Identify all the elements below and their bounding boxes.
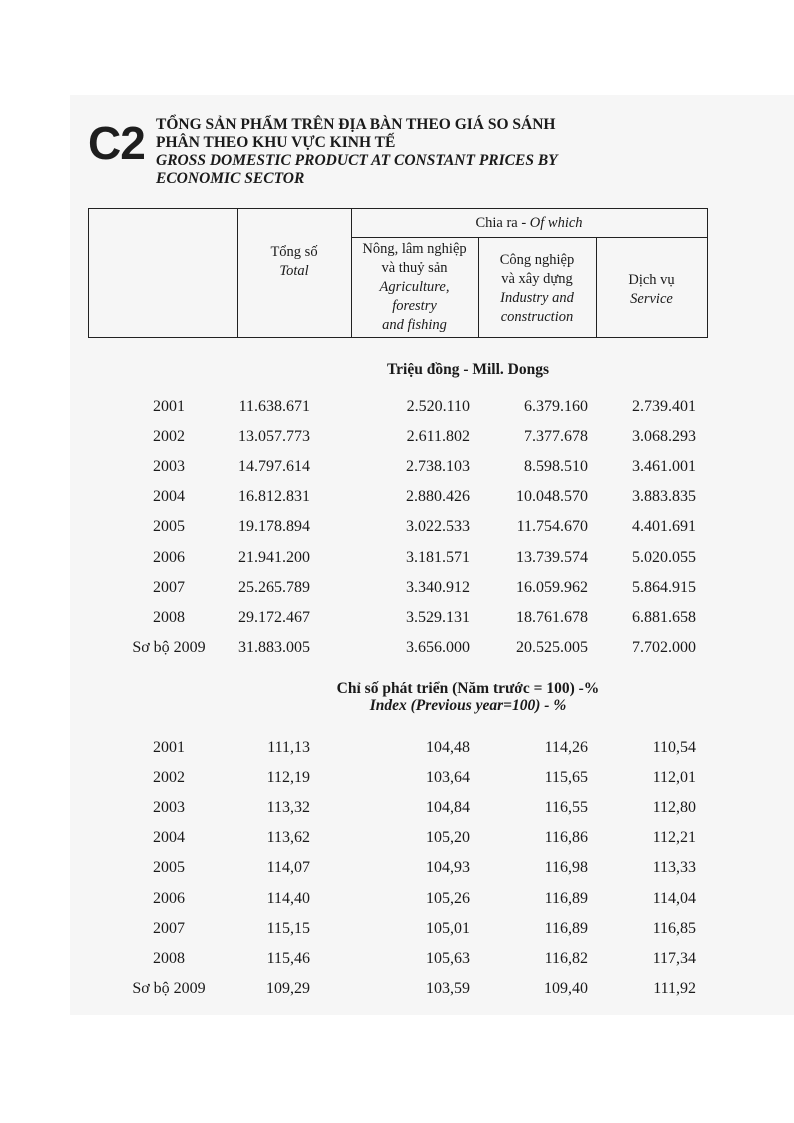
year-cell: 2002 [153, 769, 185, 787]
year-cell: 2005 [153, 859, 185, 877]
total-cell: 111,13 [267, 739, 310, 756]
service-cell: 113,33 [652, 859, 696, 877]
agriculture-cell: 3.340.912 [406, 578, 470, 596]
agriculture-cell: 3.529.131 [406, 608, 470, 626]
year-cell: 2003 [153, 458, 185, 476]
section-title-mill-dongs: Triệu đồng - Mill. Dongs [386, 361, 550, 378]
industry-cell: 20.525.005 [516, 638, 588, 656]
service-cell: 3.068.293 [632, 428, 696, 446]
service-header: Dịch vụ Service [628, 272, 675, 307]
total-cell: 113,62 [266, 829, 310, 847]
agriculture-cell: 3.022.533 [406, 518, 470, 536]
year-cell: Sơ bộ 2009 [132, 638, 206, 656]
column-header-table [88, 208, 708, 338]
agriculture-cell: 104,84 [426, 799, 470, 817]
year-cell: 2006 [153, 889, 185, 907]
total-cell: 113,32 [266, 799, 310, 817]
total-cell: 13.057.773 [238, 428, 310, 446]
table-titles [156, 116, 558, 188]
table-row [88, 458, 708, 480]
table-row [88, 579, 708, 601]
industry-header: Công nghiệp và xây dựng Industry and construction [499, 252, 575, 325]
table-row [88, 549, 708, 571]
industry-cell: 115,65 [544, 769, 588, 787]
agriculture-cell: 105,63 [426, 949, 470, 967]
industry-cell: 116,82 [544, 949, 588, 967]
agriculture-cell: 105,01 [426, 919, 470, 937]
service-cell: 3.461.001 [632, 458, 696, 476]
service-cell: 116,85 [652, 919, 696, 937]
industry-cell: 11.754.670 [516, 518, 588, 536]
industry-cell: 8.598.510 [524, 458, 588, 476]
year-cell: 2005 [153, 518, 185, 536]
table-code: C2 [88, 117, 145, 169]
table-row [88, 769, 708, 791]
service-cell: 2.739.401 [632, 398, 696, 415]
table-header-block [88, 112, 708, 196]
service-cell: 114,04 [652, 889, 696, 907]
total-cell: 114,07 [266, 859, 310, 877]
agriculture-cell: 103,59 [426, 979, 470, 997]
industry-cell: 116,89 [544, 889, 588, 907]
year-cell: 2002 [153, 428, 185, 446]
table-row [88, 488, 708, 510]
total-cell: 11.638.671 [238, 398, 310, 415]
table-row [88, 799, 708, 821]
section-title-index-en: Index (Previous year=100) - % [369, 697, 567, 714]
industry-cell: 10.048.570 [516, 488, 588, 506]
table-row [88, 609, 708, 631]
title-en-line1: GROSS DOMESTIC PRODUCT AT CONSTANT PRICES BY [156, 152, 558, 169]
total-cell: 115,15 [266, 919, 310, 937]
service-cell: 4.401.691 [632, 518, 696, 536]
total-cell: 114,40 [266, 889, 310, 907]
table-row [88, 920, 708, 942]
year-cell: 2008 [153, 949, 185, 967]
year-cell: 2004 [153, 488, 185, 506]
year-cell: 2007 [153, 919, 185, 937]
industry-cell: 7.377.678 [524, 428, 588, 446]
total-cell: 112,19 [266, 769, 310, 787]
service-cell: 112,21 [652, 829, 696, 847]
table-row [88, 890, 708, 912]
agriculture-cell: 103,64 [426, 769, 470, 787]
industry-cell: 109,40 [544, 979, 588, 997]
service-cell: 117,34 [652, 949, 696, 967]
service-cell: 7.702.000 [632, 638, 696, 656]
agriculture-cell: 104,93 [426, 859, 470, 877]
total-header: Tổng số Total [270, 244, 318, 279]
table-row [88, 639, 708, 661]
industry-cell: 13.739.574 [516, 548, 588, 566]
section-title-index-vi: Chỉ số phát triển (Năm trước = 100) -% [336, 680, 600, 697]
service-cell: 111,92 [653, 979, 696, 997]
service-cell: 5.020.055 [632, 548, 696, 566]
agriculture-cell: 3.181.571 [406, 548, 470, 566]
year-cell: 2008 [153, 608, 185, 626]
table-row [88, 829, 708, 851]
total-cell: 31.883.005 [238, 638, 310, 656]
total-cell: 29.172.467 [238, 608, 310, 626]
table-row [88, 428, 708, 450]
agriculture-cell: 2.520.110 [406, 398, 470, 415]
year-cell: 2004 [153, 829, 185, 847]
year-cell: 2001 [153, 739, 185, 756]
industry-cell: 18.761.678 [516, 608, 588, 626]
service-cell: 6.881.658 [632, 608, 696, 626]
table-row [88, 518, 708, 540]
industry-cell: 114,26 [544, 739, 588, 756]
agriculture-cell: 2.611.802 [406, 428, 470, 446]
title-en-line2: ECONOMIC SECTOR [156, 170, 305, 187]
agriculture-cell: 104,48 [426, 739, 470, 756]
divider [351, 237, 707, 238]
agriculture-cell: 2.738.103 [406, 458, 470, 476]
year-cell: Sơ bộ 2009 [132, 979, 206, 997]
agriculture-cell: 3.656.000 [406, 638, 470, 656]
total-cell: 21.941.200 [238, 548, 310, 566]
industry-cell: 116,86 [544, 829, 588, 847]
total-cell: 19.178.894 [238, 518, 310, 536]
industry-cell: 116,55 [544, 799, 588, 817]
title-vi-line1: TỔNG SẢN PHẨM TRÊN ĐỊA BÀN THEO GIÁ SO SÁNH [156, 116, 556, 133]
year-cell: 2007 [153, 578, 185, 596]
total-cell: 25.265.789 [238, 578, 310, 596]
title-vi-line2: PHÂN THEO KHU VỰC KINH TẾ [156, 134, 396, 151]
service-cell: 112,01 [652, 769, 696, 787]
total-cell: 115,46 [266, 949, 310, 967]
service-cell: 110,54 [652, 739, 696, 756]
service-cell: 5.864.915 [632, 578, 696, 596]
service-cell: 3.883.835 [632, 488, 696, 506]
year-cell: 2003 [153, 799, 185, 817]
total-cell: 16.812.831 [238, 488, 310, 506]
agriculture-header: Nông, lâm nghiệp và thuỷ sản Agriculture, forestry and fishing [362, 241, 467, 333]
agriculture-cell: 2.880.426 [406, 488, 470, 506]
agriculture-cell: 105,26 [426, 889, 470, 907]
of-which-header: Chia ra - Of which [475, 215, 583, 231]
industry-cell: 6.379.160 [524, 398, 588, 415]
agriculture-cell: 105,20 [426, 829, 470, 847]
table-row [88, 980, 708, 1002]
table-row [88, 950, 708, 972]
year-cell: 2006 [153, 548, 185, 566]
total-cell: 14.797.614 [238, 458, 310, 476]
table-row [88, 398, 708, 420]
year-cell: 2001 [153, 398, 185, 415]
industry-cell: 116,89 [544, 919, 588, 937]
table-row [88, 859, 708, 881]
total-cell: 109,29 [266, 979, 310, 997]
table-row [88, 739, 708, 761]
service-cell: 112,80 [652, 799, 696, 817]
industry-cell: 16.059.962 [516, 578, 588, 596]
industry-cell: 116,98 [544, 859, 588, 877]
